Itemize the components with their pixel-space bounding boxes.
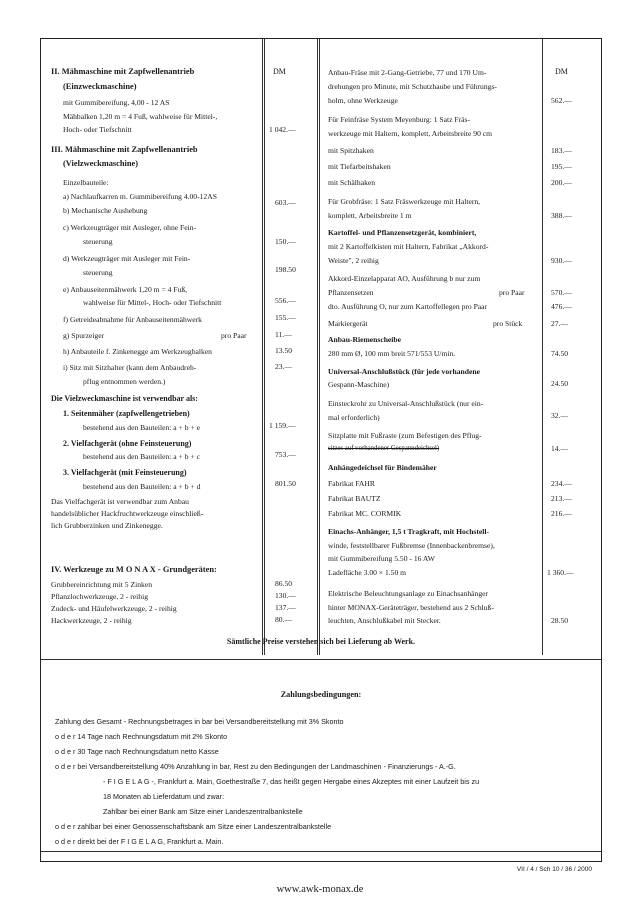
right-line: Anbau-Fräse mit 2-Gang-Getriebe, 77 und 170 Um-	[328, 68, 487, 77]
divider-right-price	[542, 39, 543, 655]
right-line: leuchten, Anschlußkabel mit Stecker.	[328, 616, 441, 625]
price: 198.50	[275, 265, 296, 274]
price: 603.—	[275, 198, 296, 207]
left-line: steuerung	[83, 237, 113, 246]
left-line: Hoch- oder Tiefschnitt	[63, 125, 132, 134]
right-line: Elektrische Beleuchtungsanlage zu Einachsanhänger	[328, 589, 489, 598]
left-line: g) Spurzeiger	[63, 331, 105, 340]
right-line: dto. Ausführung O, nur zum Kartoffellegen pro Paar	[328, 302, 488, 311]
note: Das Vielfachgerät ist verwendbar zum Anbau	[51, 497, 189, 506]
use-2-sub: bestehend aus den Bauteilen: a + b + c	[83, 452, 200, 461]
section-4-title: IV. Werkzeuge zu M O N A X - Grundgeräten:	[51, 565, 217, 574]
right-line: 280 mm Ø, 100 mm breit 571/553 U/min.	[328, 349, 456, 358]
right-line: Weiste", 2 reihig	[328, 256, 379, 265]
right-line: Markiergerät	[328, 319, 368, 328]
right-line: Akkord-Einzelapparat AO, Ausführung b nur zum	[328, 274, 481, 283]
divider-left-price	[262, 39, 263, 655]
price: 216.—	[551, 509, 572, 518]
use-1-sub: bestehend aus den Bauteilen: a + b + e	[83, 423, 200, 432]
left-line: a) Nachlaufkarren m. Gummibereifung 4.00-12AS	[63, 192, 217, 201]
price: 28.50	[551, 616, 569, 625]
left-line: c) Werkzeugträger mit Ausleger, ohne Fein-	[63, 223, 197, 232]
right-line: winde, feststellbarer Fußbremse (Innenbackenbremse),	[328, 541, 495, 550]
print-code: VII / 4 / Sch 10 / 36 / 2000	[516, 866, 592, 873]
note: lich Grubberzinken und Zinkenegge.	[51, 521, 163, 530]
price: 150.—	[275, 237, 296, 246]
price: 801.50	[275, 479, 296, 488]
price: 80.—	[275, 615, 293, 624]
price: 1 159.—	[269, 421, 296, 430]
right-line: sitzes auf vorhandener Gespanndeichsel)	[328, 445, 440, 452]
left-line: steuerung	[83, 268, 113, 277]
right-line: Gespann-Maschine)	[328, 380, 390, 389]
left-line: f) Getreideabnahme für Anbauseitenmähwerk	[63, 315, 202, 324]
right-line: Kartoffel- und Pflanzensetzgerät, kombiniert,	[328, 228, 477, 237]
left-line: mit Gummibereifung, 4,00 - 12 AS	[63, 98, 170, 107]
right-line: Universal-Anschlußstück (für jede vorhandene	[328, 367, 480, 376]
left-line: d) Werkzeugträger mit Ausleger mit Fein-	[63, 254, 191, 263]
price: 130.—	[275, 591, 296, 600]
price: 1 042.—	[269, 125, 296, 134]
right-line: Pflanzensetzen	[328, 288, 374, 297]
right-line: hinter MONAX-Geräteträger, bestehend aus 2 Schluß-	[328, 603, 494, 612]
payment-line: o d e r 30 Tage nach Rechnungsdatum netto Kasse	[55, 747, 219, 756]
right-line: mit Spitzhaken	[328, 146, 374, 155]
right-line: mit 2 Kartoffelkisten mit Haltern, Fabrikat „Akkord-	[328, 242, 489, 251]
right-line: Fabrikat FAHR	[328, 479, 375, 488]
price: 234.—	[551, 479, 572, 488]
section-3-sub: (Vielzweckmaschine)	[63, 159, 139, 168]
left-line: e) Anbauseitenmähwerk 1,20 m = 4 Fuß,	[63, 285, 188, 294]
left-line: Mähbalken 1,20 m = 4 Fuß, wahlweise für Mittel-,	[63, 112, 218, 121]
left-line: Einzelbauteile:	[63, 178, 109, 187]
payment-line: Zahlung des Gesamt - Rechnungsbetrages in bar bei Versandbereitstellung mit 3% Skonto	[55, 717, 344, 726]
right-line: Fabrikat MC. CORMIK	[328, 509, 402, 518]
price: 13.50	[275, 346, 293, 355]
right-line: mit Tiefarbeitshaken	[328, 162, 391, 171]
payment-title: Zahlungsbedingungen:	[280, 690, 362, 699]
use-title: Die Vielzweckmaschine ist verwendbar als:	[51, 394, 198, 403]
tool-line: Zudeck- und Häufelwerkzeuge, 2 - reihig	[51, 604, 177, 613]
payment-line: o d e r bei Versandbereitstellung 40% Anzahlung in bar, Rest zu den Bedingungen der Landmaschinen - Finanzierungs - A.-G.	[55, 762, 456, 771]
right-line: Sitzplatte mit Fußraste (zum Befestigen des Pflug-	[328, 431, 482, 440]
tool-line: Grubbereinrichtung mit 5 Zinken	[51, 580, 153, 589]
price: 23.—	[275, 362, 293, 371]
currency-left: DM	[273, 67, 286, 76]
unit: pro Paar	[221, 331, 247, 340]
price: 11.—	[275, 330, 292, 339]
payment-line: o d e r 14 Tage nach Rechnungsdatum mit 2% Skonto	[55, 732, 228, 741]
right-line: komplett, Arbeitsbreite 1 m	[328, 211, 412, 220]
price: 27.—	[551, 319, 569, 328]
left-line: h) Anbauteile f. Zinkenegge am Werkzeugbalken	[63, 347, 212, 356]
website-url[interactable]: www.awk-monax.de	[276, 884, 364, 895]
right-line: Fabrikat BAUTZ	[328, 494, 381, 503]
divider-center	[317, 39, 318, 655]
right-line: Einsteckrohr zu Universal-Anschlußstück (nur ein-	[328, 399, 484, 408]
price: 183.—	[551, 146, 572, 155]
payment-line: - F I G E L A G -, Frankfurt a. Main, Goethestraße 7, das heißt gegen Hergabe eines Akzeptes mit einer Laufzeit bis zu	[103, 777, 480, 786]
use-3-title: 3. Vielfachgerät (mit Feinsteuerung)	[63, 468, 187, 477]
price: 476.—	[551, 302, 572, 311]
price: 32.—	[551, 411, 569, 420]
unit: pro Stück	[493, 319, 523, 328]
price: 86.50	[275, 579, 293, 588]
price: 137.—	[275, 603, 296, 612]
right-line: Ladefläche 3.00 × 1.50 m	[328, 568, 407, 577]
tool-line: Pflanzlochwerkzeuge, 2 - reihig	[51, 592, 148, 601]
payment-line: 18 Monaten ab Lieferdatum und zwar:	[103, 792, 225, 801]
section-2-title: II. Mähmaschine mit Zapfwellenantrieb	[51, 67, 195, 76]
right-line: mit Gummibereifung 5.50 - 16 AW	[328, 554, 435, 563]
price: 14.—	[551, 444, 569, 453]
tool-line: Hackwerkzeuge, 2 - reihig	[51, 616, 132, 625]
price: 930.—	[551, 256, 572, 265]
price: 74.50	[551, 349, 569, 358]
mid-separator	[41, 659, 601, 660]
right-line: werkzeuge mit Haltern, komplett, Arbeitsbreite 90 cm	[328, 129, 493, 138]
right-line: mal erforderlich)	[328, 413, 380, 422]
left-line: i) Sitz mit Sitzhalter (kann dem Anbaudreh-	[63, 363, 197, 372]
right-line: mit Schälhaken	[328, 178, 376, 187]
price: 24.50	[551, 379, 569, 388]
payment-line: o d e r direkt bei der F I G E L A G, Frankfurt a. Main.	[55, 837, 224, 846]
right-line: Anbau-Riemenscheibe	[328, 335, 401, 344]
payment-line: Zahlbar bei einer Bank am Sitze einer Landeszentralbankstelle	[103, 807, 303, 816]
currency-right: DM	[555, 67, 568, 76]
note: handelsüblicher Hackfruchtwerkzeuge einschließ-	[51, 509, 204, 518]
price: 200.—	[551, 178, 572, 187]
right-line: Für Grobfräse: 1 Satz Fräswerkzeuge mit Haltern,	[328, 197, 481, 206]
section-2-sub: (Einzweckmaschine)	[63, 82, 137, 91]
price: 556.—	[275, 296, 296, 305]
right-line: Einachs-Anhänger, 1,5 t Tragkraft, mit Hochstell-	[328, 527, 490, 536]
price: 388.—	[551, 211, 572, 220]
price: 570.—	[551, 288, 572, 297]
right-line: holm, ohne Werkzeuge	[328, 96, 398, 105]
payment-line: o d e r zahlbar bei einer Genossenschaftsbank am Sitze einer Landeszentralbankstelle	[55, 822, 332, 831]
use-2-title: 2. Vielfachgerät (ohne Feinsteuerung)	[63, 439, 192, 448]
price: 562.—	[551, 96, 572, 105]
use-3-sub: bestehend aus den Bauteilen: a + b + d	[83, 482, 201, 491]
price: 155.—	[275, 313, 296, 322]
divider-center-2	[319, 39, 320, 655]
right-line: drehungen pro Minute, mit Schutzhaube und Führungs-	[328, 82, 497, 91]
price: 195.—	[551, 162, 572, 171]
left-line: b) Mechanische Aushebung	[63, 206, 148, 215]
left-line: pflug entnommen werden.)	[83, 377, 166, 386]
price: 753.—	[275, 450, 296, 459]
right-line: Anhängedeichsel für Bindemäher	[328, 463, 437, 472]
price: 1 360.—	[547, 568, 574, 577]
price: 213.—	[551, 494, 572, 503]
section-3-title: III. Mähmaschine mit Zapfwellenantrieb	[51, 145, 198, 154]
use-1-title: 1. Seitenmäher (zapfwellengetrieben)	[63, 409, 190, 418]
bottom-separator	[41, 851, 601, 852]
right-line: Für Feinfräse System Meyenburg: 1 Satz Fräs-	[328, 115, 471, 124]
divider-left-price-2	[264, 39, 265, 655]
prices-note: Sämtliche Preise verstehen sich bei Lieferung ab Werk.	[226, 637, 416, 646]
unit: pro Paar	[499, 288, 525, 297]
left-line: wahlweise für Mittel-, Hoch- oder Tiefschnitt	[83, 298, 222, 307]
price-list-sheet	[40, 38, 602, 862]
